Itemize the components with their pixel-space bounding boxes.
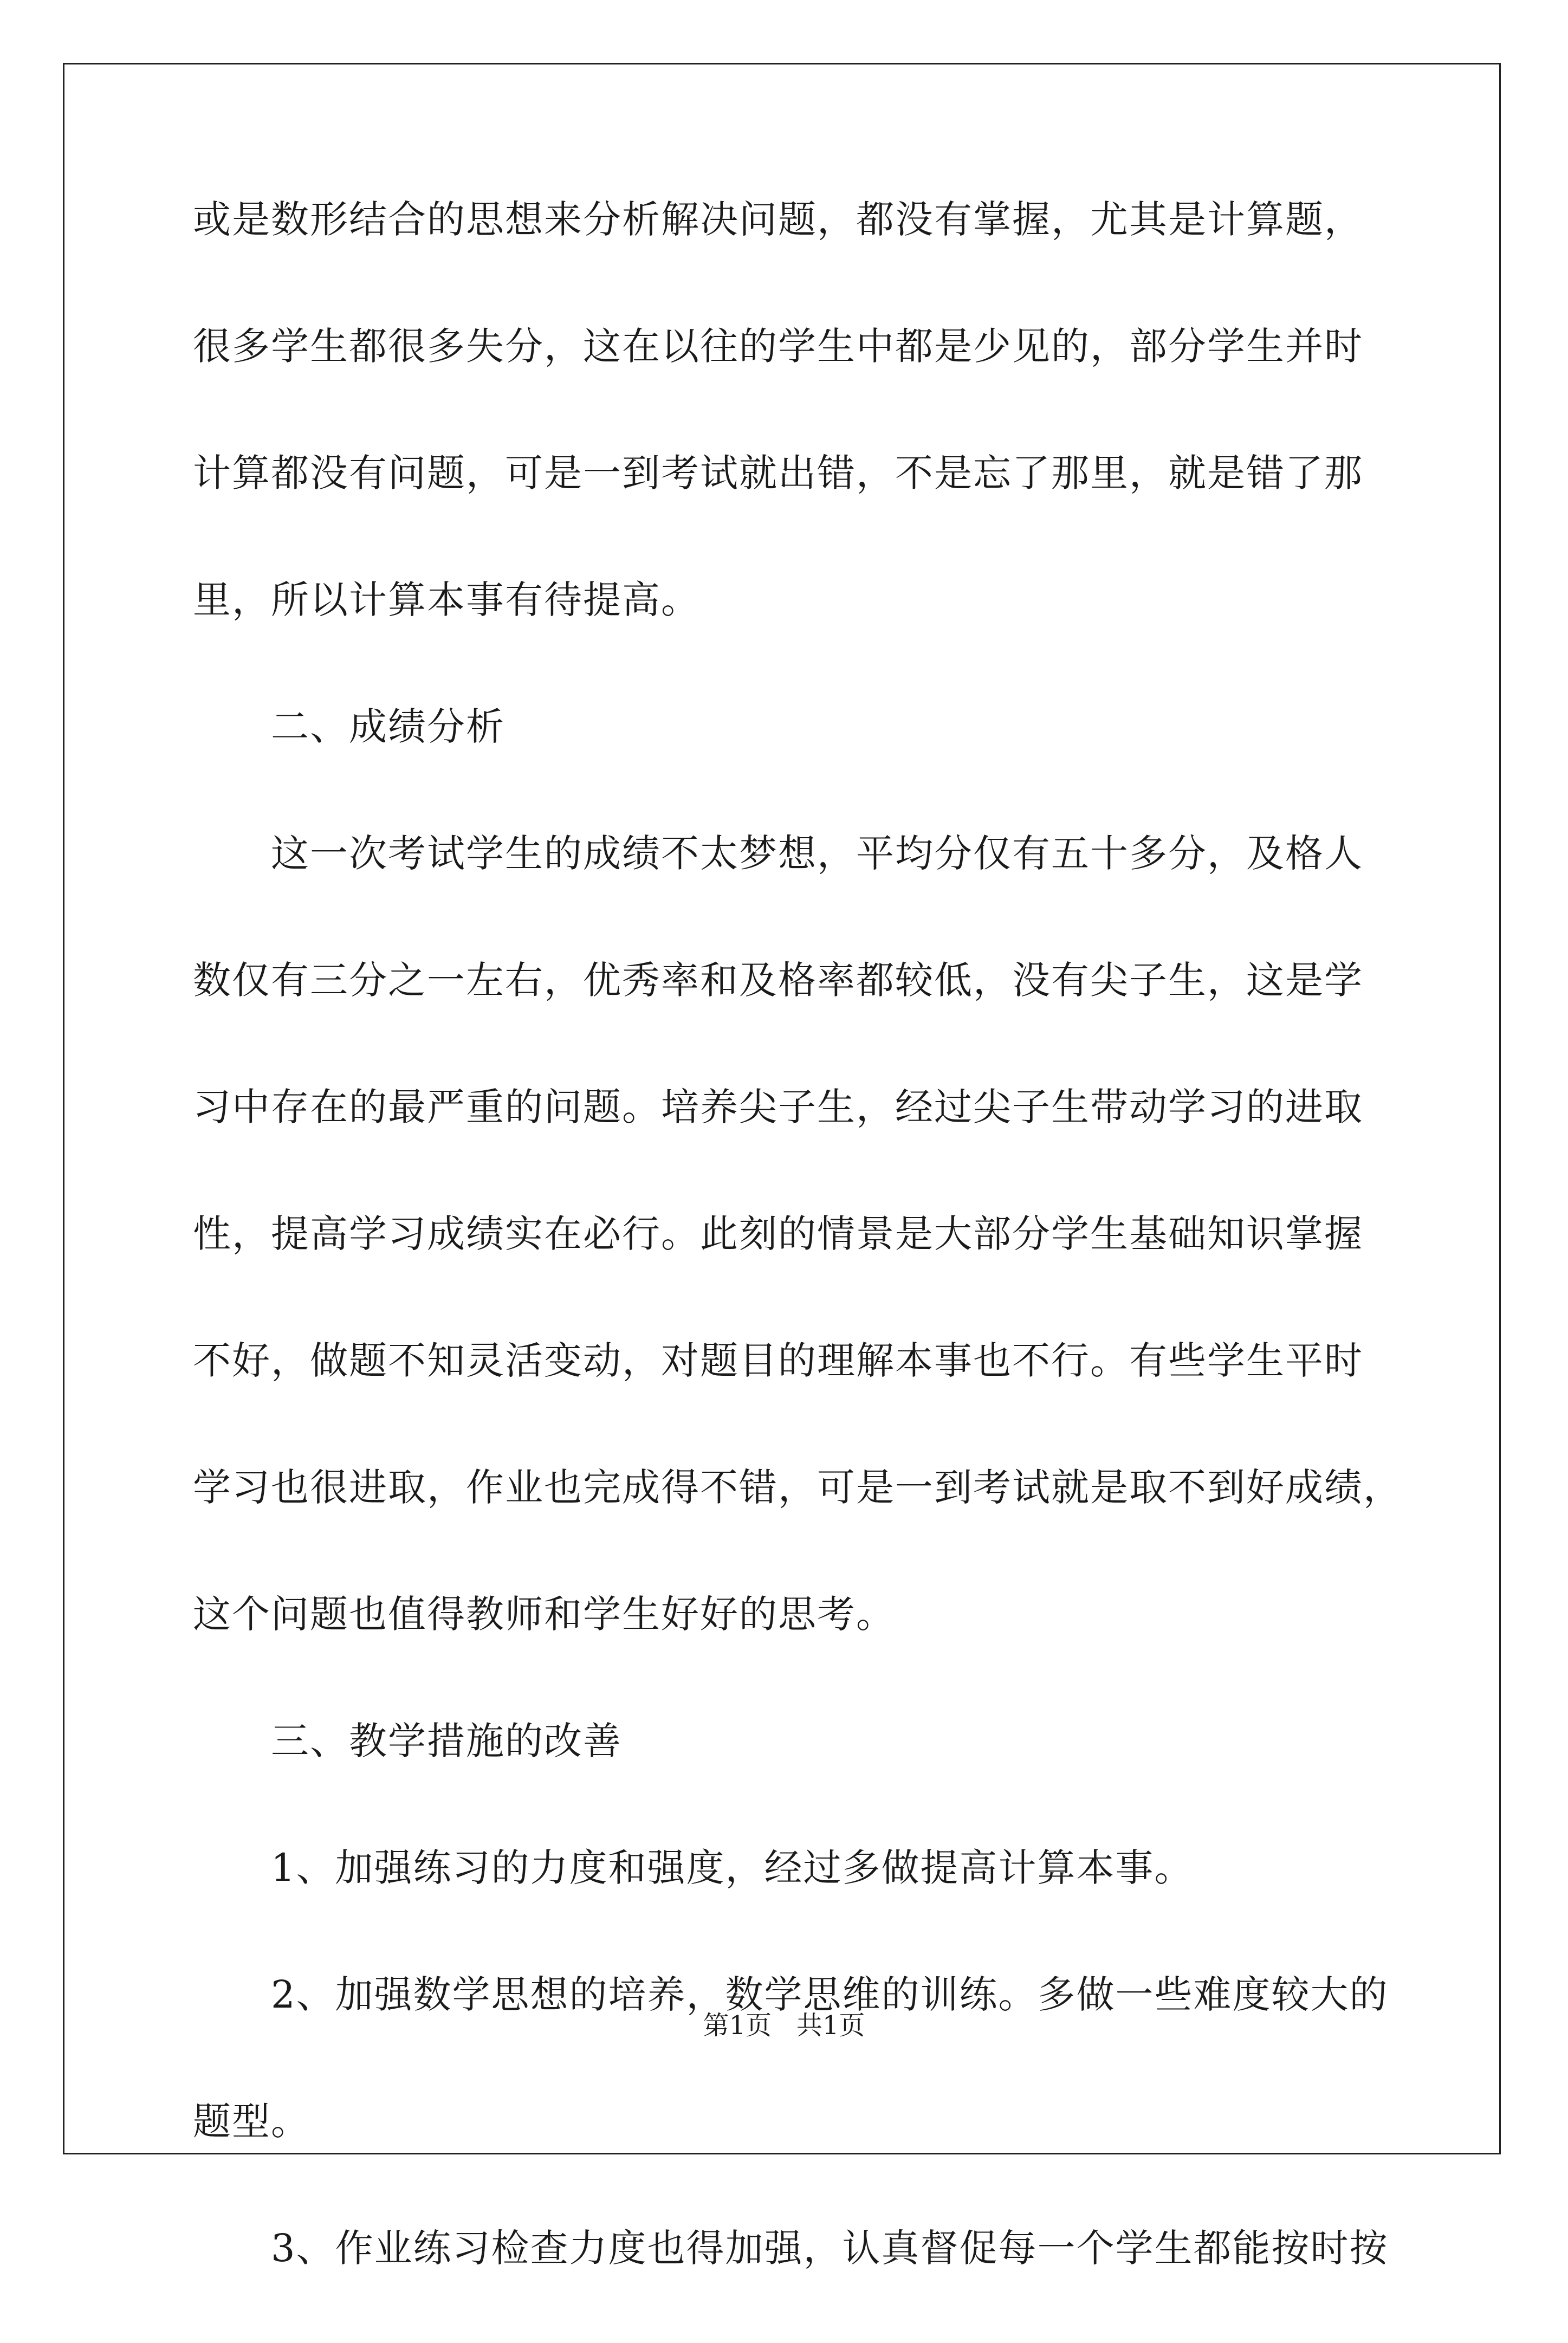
text-line: 这个问题也值得教师和学生好好的思考。 (193, 1592, 895, 1636)
text-line: 习中存在的最严重的问题。培养尖子生，经过尖子生带动学习的进取 (193, 1085, 1363, 1129)
text-line: 性，提高学习成绩实在必行。此刻的情景是大部分学生基础知识掌握 (193, 1212, 1363, 1256)
page-footer: 第1页 共1页 (703, 2010, 865, 2041)
list-item: 1、加强练习的力度和强度，经过多做提高计算本事。 (271, 1846, 1194, 1890)
list-item: 2、加强数学思想的培养，数学思维的训练。多做一些难度较大的 (271, 1972, 1389, 2017)
text-line: 学习也很进取，作业也完成得不错，可是一到考试就是取不到好成绩， (193, 1465, 1402, 1510)
text-line: 很多学生都很多失分，这在以往的学生中都是少见的，部分学生并时 (193, 324, 1363, 368)
text-line: 这一次考试学生的成绩不太梦想，平均分仅有五十多分，及格人 (271, 831, 1363, 876)
list-item: 3、作业练习检查力度也得加强，认真督促每一个学生都能按时按 (271, 2226, 1389, 2270)
section-heading: 二、成绩分析 (271, 704, 505, 749)
section-heading: 三、教学措施的改善 (271, 1719, 622, 1763)
text-line: 题型。 (193, 2099, 310, 2144)
text-line: 计算都没有问题，可是一到考试就出错，不是忘了那里，就是错了那 (193, 451, 1363, 495)
text-line: 或是数形结合的思想来分析解决问题，都没有掌握，尤其是计算题， (193, 197, 1363, 242)
text-line: 里，所以计算本事有待提高。 (193, 578, 700, 622)
text-line: 不好，做题不知灵活变动，对题目的理解本事也不行。有些学生平时 (193, 1338, 1363, 1383)
text-line: 数仅有三分之一左右，优秀率和及格率都较低，没有尖子生，这是学 (193, 958, 1363, 1002)
